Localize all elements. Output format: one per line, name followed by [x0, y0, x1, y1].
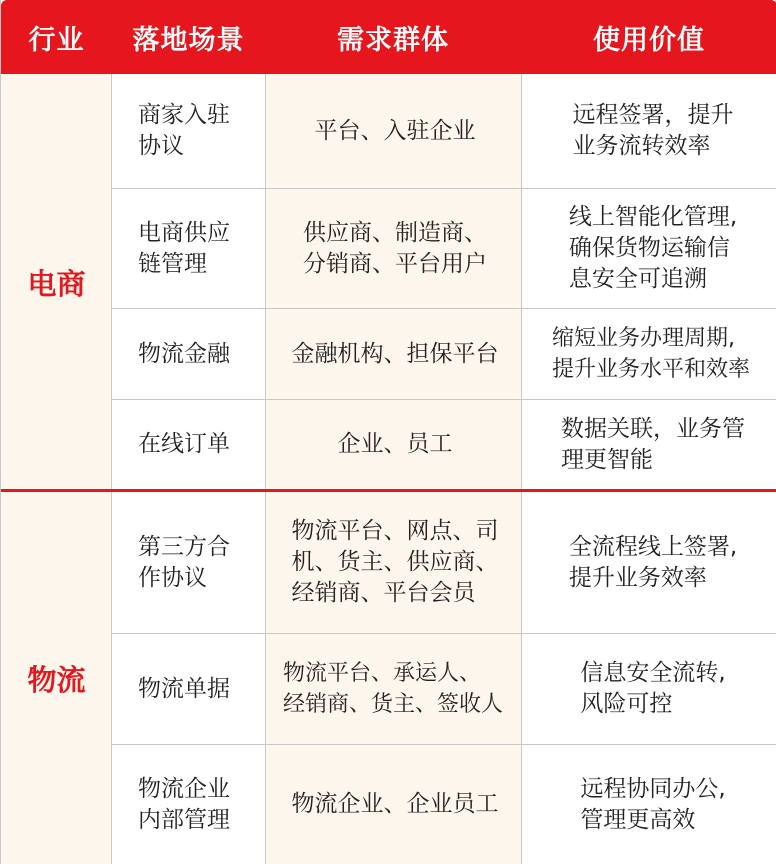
- table-cell-value: 缩短业务办理周期, 提升业务水平和效率: [551, 326, 750, 382]
- table-cell-value: 信息安全流转, 风险可控: [580, 660, 726, 717]
- table-cell-scenario: 物流金融: [138, 340, 230, 367]
- industry-label-ecommerce: 电商: [27, 266, 86, 301]
- header-audience: 需求群体: [337, 24, 449, 56]
- header-value: 使用价值: [593, 24, 705, 56]
- table-cell-audience: 供应商、制造商、 分销商、平台用户: [303, 219, 487, 277]
- table-cell-audience: 物流平台、网点、司 机、货主、供应商、 经销商、平台会员: [291, 518, 499, 606]
- table-cell-audience: 企业、员工: [337, 431, 453, 457]
- table-cell-scenario: 第三方合 作协议: [138, 533, 230, 591]
- industry-label-logistics: 物流: [27, 662, 86, 697]
- table-header: [1, 0, 776, 74]
- table-cell-value: 数据关联，业务管 理更智能: [561, 415, 745, 473]
- table-cell-audience: 金融机构、担保平台: [291, 340, 499, 367]
- table-cell-scenario: 在线订单: [138, 431, 230, 457]
- table-body: [1, 74, 776, 864]
- table-cell-scenario: 电商供应 链管理: [138, 219, 230, 277]
- table-cell-scenario: 物流企业 内部管理: [138, 775, 230, 833]
- table-cell-audience: 物流平台、承运人、 经销商、货主、签收人: [282, 661, 503, 717]
- table-cell-value: 线上智能化管理, 确保货物运输信 息安全可追溯: [568, 204, 738, 292]
- table-cell-value: 远程协同办公, 管理更高效: [580, 775, 726, 833]
- table-cell-audience: 平台、入驻企业: [314, 117, 476, 144]
- table-cell-scenario: 物流单据: [138, 675, 230, 702]
- table-cell-scenario: 商家入驻 协议: [138, 102, 230, 159]
- table-cell-value: 远程签署，提升 业务流转效率: [572, 102, 734, 159]
- table-cell-audience: 物流企业、企业员工: [291, 791, 499, 817]
- header-industry: 行业: [28, 24, 85, 56]
- header-scenario: 落地场景: [132, 24, 245, 56]
- table-cell-value: 全流程线上签署, 提升业务效率: [568, 533, 738, 591]
